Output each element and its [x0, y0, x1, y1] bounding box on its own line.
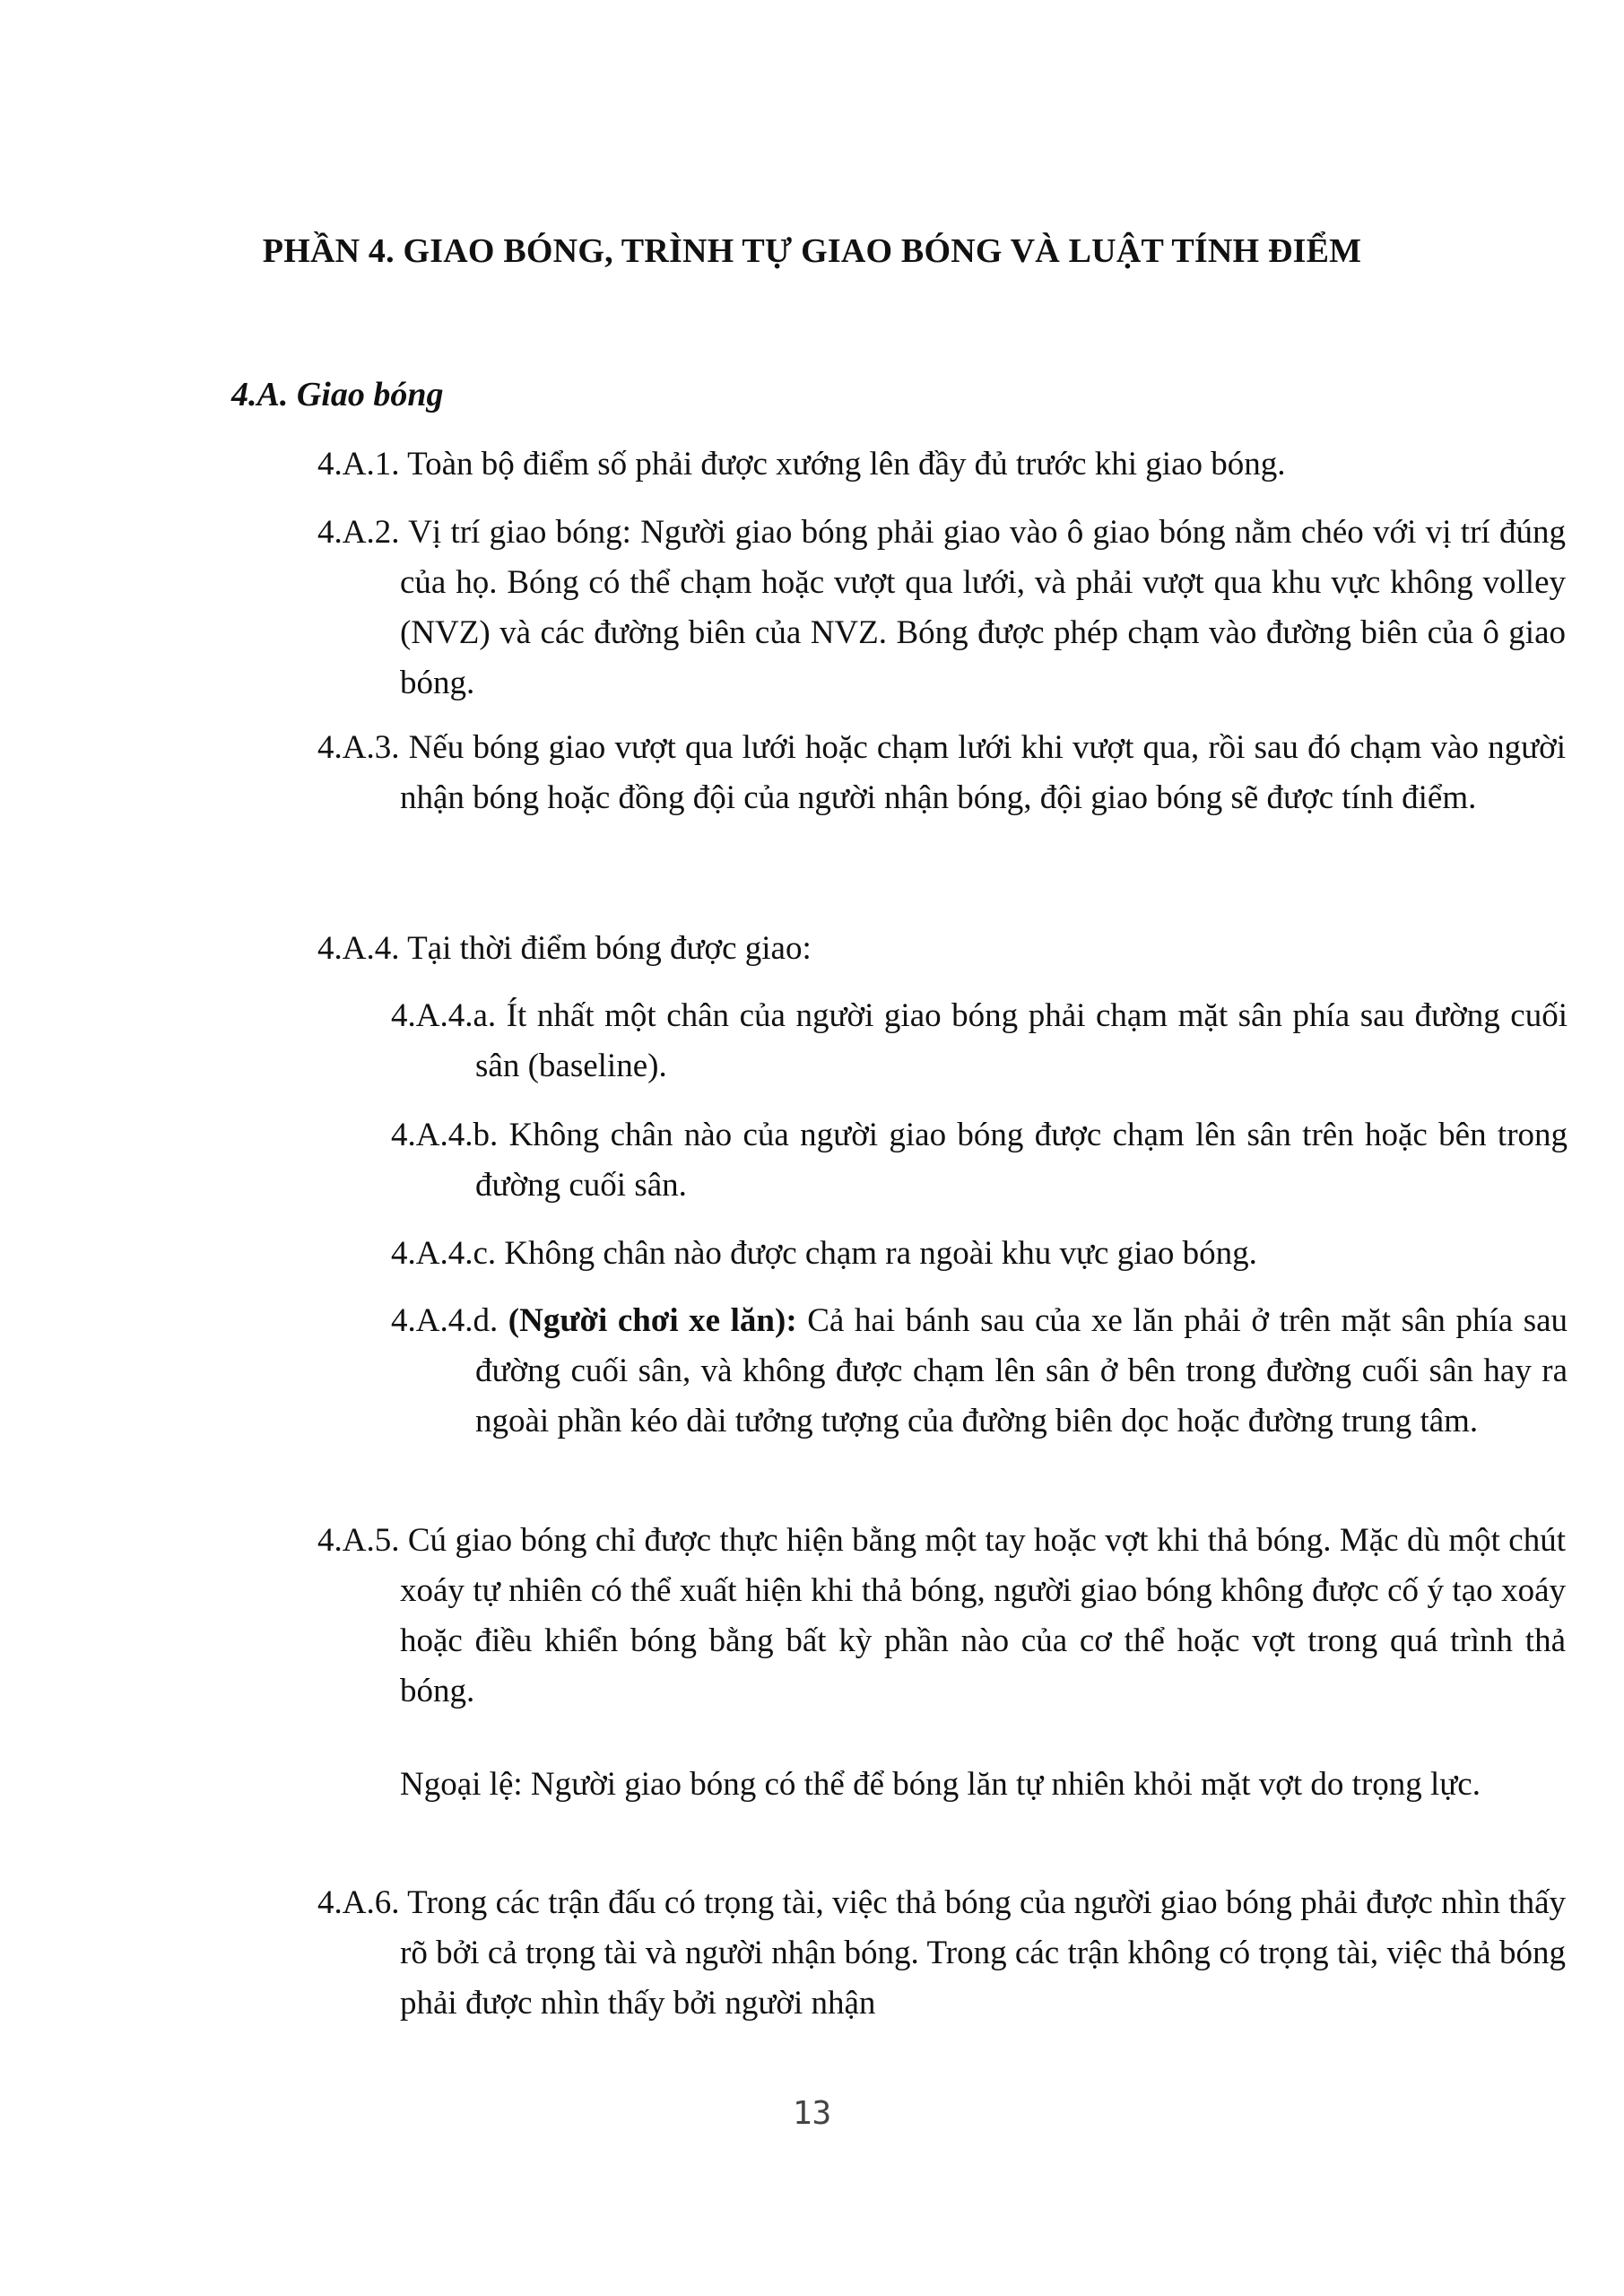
rule-number: 4.A.4.d.	[391, 1302, 499, 1339]
rule-4a5	[317, 1516, 1566, 1717]
rule-4a4c	[391, 1229, 1483, 1279]
rule-text: Tại thời điểm bóng được giao:	[407, 930, 812, 967]
rule-text: Không chân nào của người giao bóng được chạm lên sân trên hoặc bên trong đường cuối sân.	[475, 1117, 1568, 1204]
rule-4a4	[317, 924, 1483, 974]
page-title: PHẦN 4. GIAO BÓNG, TRÌNH TỰ GIAO BÓNG VÀ LUẬT TÍNH ĐIỂM	[262, 232, 1362, 270]
rule-number: 4.A.5.	[317, 1522, 400, 1559]
rule-4a4b	[391, 1110, 1568, 1211]
rule-text: Cú giao bóng chỉ được thực hiện bằng một tay hoặc vợt khi thả bóng. Mặc dù một chút xoáy tự nhiên có thể xuất hiện khi thả bóng, người giao bóng không được cố ý tạo xoáy hoặc điều khiển bóng bằng bất kỳ phần nào của cơ thể hoặc vợt trong quá trình thả bóng.	[400, 1522, 1566, 1709]
rule-text: Nếu bóng giao vượt qua lưới hoặc chạm lưới khi vượt qua, rồi sau đó chạm vào người nhận bóng hoặc đồng đội của người nhận bóng, đội giao bóng sẽ được tính điểm.	[400, 729, 1566, 816]
rule-4a3	[317, 723, 1566, 823]
rule-number: 4.A.4.	[317, 930, 400, 967]
rule-4a5-exception	[400, 1760, 1483, 1810]
rule-number: 4.A.4.c.	[391, 1235, 497, 1272]
rule-4a4a	[391, 991, 1568, 1091]
rule-number: 4.A.6.	[317, 1884, 400, 1921]
rule-4a4d	[391, 1296, 1568, 1447]
rule-number: 4.A.4.a.	[391, 997, 497, 1034]
rule-4a6	[317, 1878, 1566, 2029]
rule-text: Toàn bộ điểm số phải được xướng lên đầy đủ trước khi giao bóng.	[407, 446, 1286, 483]
rule-number: 4.A.3.	[317, 729, 400, 766]
rule-text: Trong các trận đấu có trọng tài, việc thả bóng của người giao bóng phải được nhìn thấy rõ bởi cả trọng tài và người nhận bóng. Trong các trận không có trọng tài, việc thả bóng phải được nhìn thấy bởi người nhận	[400, 1884, 1566, 2022]
rule-text: Ít nhất một chân của người giao bóng phải chạm mặt sân phía sau đường cuối sân (baseline).	[475, 997, 1568, 1084]
page-number: 13	[792, 2095, 832, 2132]
rule-number: 4.A.2.	[317, 514, 400, 551]
section-heading: 4.A. Giao bóng	[231, 376, 444, 413]
rule-4a1	[317, 439, 1483, 490]
rule-text: Vị trí giao bóng: Người giao bóng phải giao vào ô giao bóng nằm chéo với vị trí đúng của họ. Bóng có thể chạm hoặc vượt qua lưới, và phải vượt qua khu vực không volley (NVZ) và các đường biên của NVZ. Bóng được phép chạm vào đường biên của ô giao bóng.	[400, 514, 1566, 701]
rule-number: 4.A.4.b.	[391, 1117, 499, 1153]
rule-text: Ngoại lệ: Người giao bóng có thể để bóng lăn tự nhiên khỏi mặt vợt do trọng lực.	[400, 1766, 1481, 1803]
rule-4a2	[317, 508, 1566, 709]
rule-number: 4.A.1.	[317, 446, 400, 483]
rule-bold-label: (Người chơi xe lăn):	[508, 1302, 797, 1339]
rule-text: Không chân nào được chạm ra ngoài khu vực giao bóng.	[504, 1235, 1257, 1272]
rule-text: Cả hai bánh sau của xe lăn phải ở trên mặt sân phía sau đường cuối sân, và không được chạm lên sân ở bên trong đường cuối sân hay ra ngoài phần kéo dài tưởng tượng của đường biên dọc hoặc đường trung tâm.	[475, 1302, 1568, 1439]
